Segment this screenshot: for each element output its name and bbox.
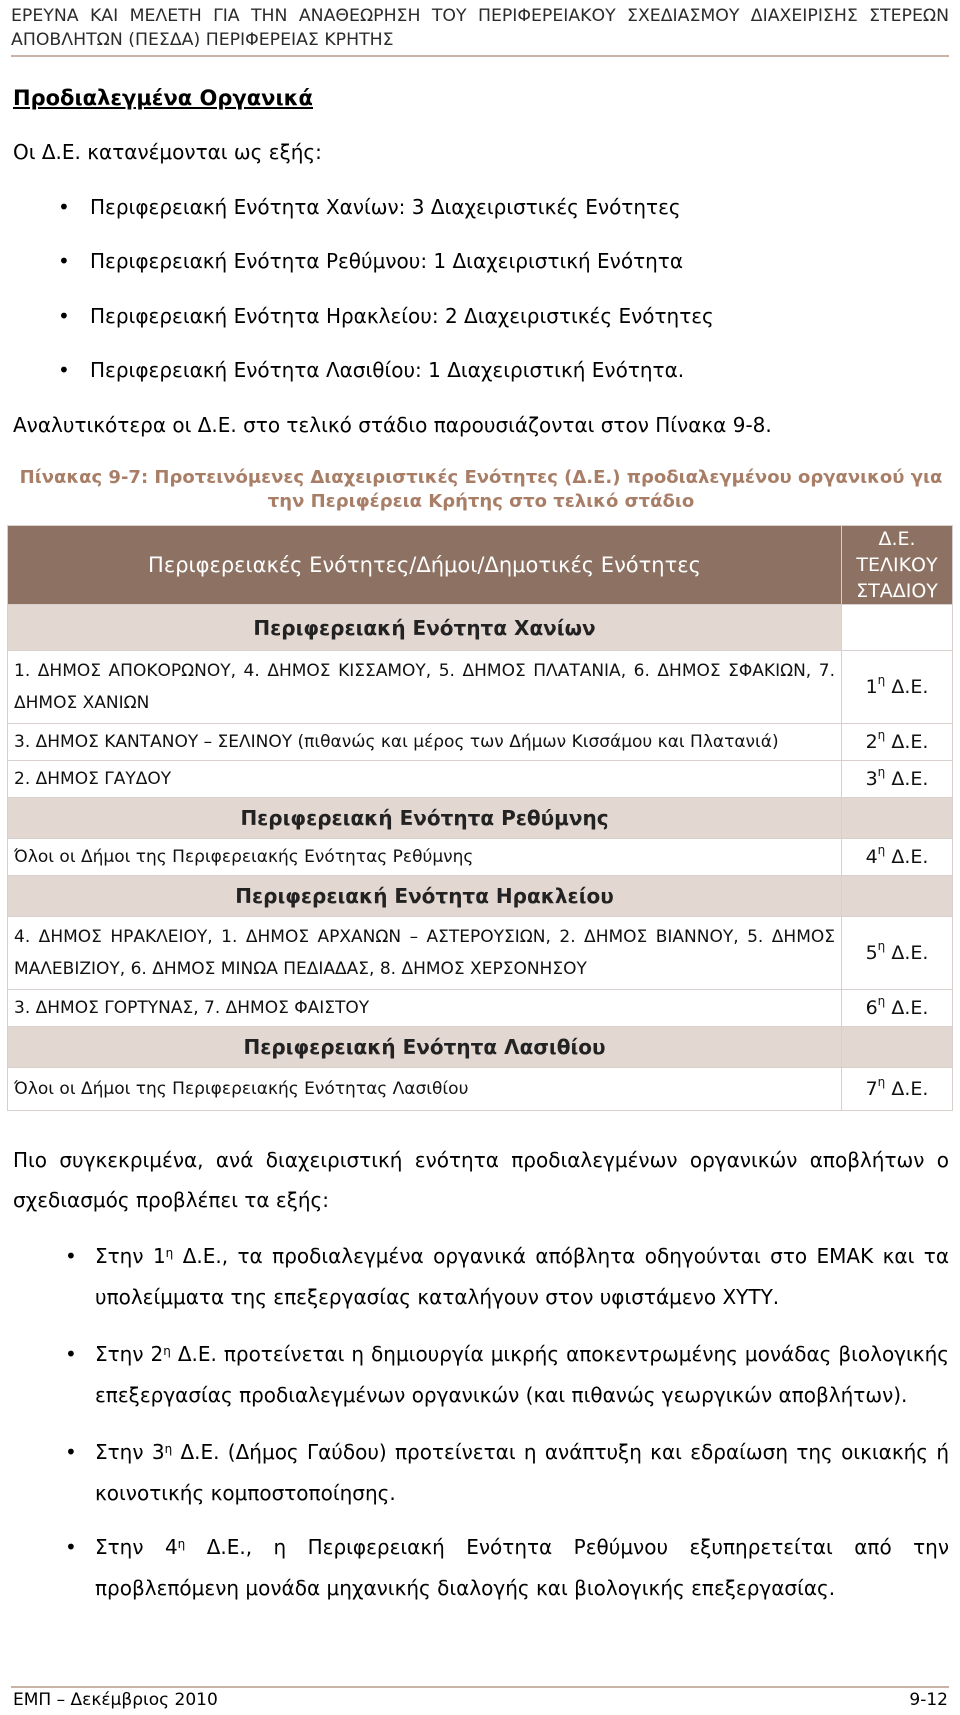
header-line-1: ΕΡΕΥΝΑ ΚΑΙ ΜΕΛΕΤΗ ΓΙΑ ΤΗΝ ΑΝΑΘΕΩΡΗΣΗ ΤΟΥ ΠΕΡΙΦΕΡΕΙΑΚΟΥ ΣΧΕΔΙΑΣΜΟΥ ΔΙΑΧΕΙΡΙΣΗΣ ΣΤΕΡΕΩΝ — [11, 6, 949, 26]
bullet-icon: • — [65, 1440, 77, 1464]
table-header-row — [8, 526, 953, 605]
row-de: $2^\eta$ Δ.Ε. — [842, 724, 953, 761]
row-de: $6^\eta$ Δ.Ε. — [842, 990, 953, 1027]
section-title: Προδιαλεγμένα Οργανικά — [13, 86, 313, 110]
management-units-table — [7, 525, 953, 1111]
plan-item: • Στην $2^\eta$ Δ.Ε. προτείνεται η δημιουργία μικρής αποκεντρωμένης μονάδας βιολογικής επεξεργασίας προδιαλεγμένων οργανικών (και πιθανώς γεωργικών αποβλήτων). — [95, 1334, 949, 1416]
row-text: 4. ΔΗΜΟΣ ΗΡΑΚΛΕΙΟΥ, 1. ΔΗΜΟΣ ΑΡΧΑΝΩΝ – ΑΣΤΕΡΟΥΣΙΩΝ, 2. ΔΗΜΟΣ ΒΙΑΝΝΟΥ, 5. ΔΗΜΟΣ ΜΑΛΕΒΙΖΙΟΥ, 6. ΔΗΜΟΣ ΜΙΝΩΑ ΠΕΔΙΑΔΑΣ, 8. ΔΗΜΟΣ ΧΕΡΣΟΝΗΣΟΥ — [8, 917, 842, 990]
row-de: $4^\eta$ Δ.Ε. — [842, 839, 953, 876]
bullet-icon: • — [58, 195, 70, 219]
table-caption: Πίνακας 9-7: Προτεινόμενες Διαχειριστικές Ενότητες (Δ.Ε.) προδιαλεγμένου οργανικού για την Περιφέρεια Κρήτης στο τελικό στάδιο — [19, 467, 943, 512]
bullet-icon: • — [58, 304, 70, 328]
row-text: 3. ΔΗΜΟΣ ΓΟΡΤΥΝΑΣ, 7. ΔΗΜΟΣ ΦΑΙΣΤΟΥ — [8, 990, 842, 1027]
header-main: Περιφερειακές Ενότητες/Δήμοι/Δημοτικές Ενότητες — [8, 526, 842, 605]
table-row — [8, 1068, 953, 1111]
table-row — [8, 839, 953, 876]
region-row — [8, 1027, 953, 1068]
plan-intro: Πιο συγκεκριμένα, ανά διαχειριστική ενότητα προδιαλεγμένων οργανικών αποβλήτων ο σχεδιασμός προβλέπει τα εξής: — [13, 1148, 949, 1212]
row-de: $7^\eta$ Δ.Ε. — [842, 1068, 953, 1111]
table-row — [8, 651, 953, 724]
region-row — [8, 798, 953, 839]
row-text: 3. ΔΗΜΟΣ ΚΑΝΤΑΝΟΥ – ΣΕΛΙΝΟΥ (πιθανώς και μέρος των Δήμων Κισσάμου και Πλατανιά) — [8, 724, 842, 761]
list-item: • Περιφερειακή Ενότητα Ηρακλείου: 2 Διαχειριστικές Ενότητες — [58, 304, 714, 328]
row-text: 2. ΔΗΜΟΣ ΓΑΥΔΟΥ — [8, 761, 842, 798]
row-text: Όλοι οι Δήμοι της Περιφερειακής Ενότητας Ρεθύμνης — [8, 839, 842, 876]
region-lasithi: Περιφερειακή Ενότητα Λασιθίου — [8, 1027, 842, 1068]
running-header — [11, 4, 949, 52]
table-row — [8, 917, 953, 990]
footer-divider — [11, 1686, 949, 1688]
analysis-text: Αναλυτικότερα οι Δ.Ε. στο τελικό στάδιο παρουσιάζονται στον Πίνακα 9-8. — [13, 413, 772, 437]
bullet-icon: • — [65, 1535, 77, 1559]
page-number: 9-12 — [909, 1690, 948, 1710]
plan-item: • Στην $4^\eta$ Δ.Ε., η Περιφερειακή Ενότητα Ρεθύμνου εξυπηρετείται από την προβλεπόμενη μονάδα μηχανικής διαλογής και βιολογικής επεξεργασίας. — [95, 1527, 949, 1609]
footer-left: ΕΜΠ – Δεκέμβριος 2010 — [13, 1690, 218, 1710]
region-heraklion: Περιφερειακή Ενότητα Ηρακλείου — [8, 876, 842, 917]
header-line-2: ΑΠΟΒΛΗΤΩΝ (ΠΕΣΔΑ) ΠΕΡΙΦΕΡΕΙΑΣ ΚΡΗΤΗΣ — [11, 30, 394, 50]
list-item: • Περιφερειακή Ενότητα Χανίων: 3 Διαχειριστικές Ενότητες — [58, 195, 681, 219]
bullet-icon: • — [58, 249, 70, 273]
table-row — [8, 990, 953, 1027]
region-row — [8, 605, 953, 651]
region-chania: Περιφερειακή Ενότητα Χανίων — [8, 605, 842, 651]
header-divider — [11, 55, 949, 57]
header-de: Δ.Ε. ΤΕΛΙΚΟΥ ΣΤΑΔΙΟΥ — [842, 526, 953, 605]
bullet-icon: • — [65, 1342, 77, 1366]
table-row — [8, 724, 953, 761]
list-item: • Περιφερειακή Ενότητα Λασιθίου: 1 Διαχειριστική Ενότητα. — [58, 358, 685, 382]
bullet-icon: • — [58, 358, 70, 382]
list-item: • Περιφερειακή Ενότητα Ρεθύμνου: 1 Διαχειριστική Ενότητα — [58, 249, 684, 273]
bullet-icon: • — [65, 1244, 77, 1268]
plan-item: • Στην $3^\eta$ Δ.Ε. (Δήμος Γαύδου) προτείνεται η ανάπτυξη και εδραίωση της οικιακής ή κοινοτικής κομποστοποίησης. — [95, 1432, 949, 1514]
row-text: Όλοι οι Δήμοι της Περιφερειακής Ενότητας Λασιθίου — [8, 1068, 842, 1111]
table-row — [8, 761, 953, 798]
region-row — [8, 876, 953, 917]
row-de: $5^\eta$ Δ.Ε. — [842, 917, 953, 990]
row-de: $3^\eta$ Δ.Ε. — [842, 761, 953, 798]
plan-item: • Στην $1^\eta$ Δ.Ε., τα προδιαλεγμένα οργανικά απόβλητα οδηγούνται στο ΕΜΑΚ και τα υπολείμματα της επεξεργασίας καταλήγουν στον υφιστάμενο ΧΥΤΥ. — [95, 1236, 949, 1318]
row-text: 1. ΔΗΜΟΣ ΑΠΟΚΟΡΩΝΟΥ, 4. ΔΗΜΟΣ ΚΙΣΣΑΜΟΥ, 5. ΔΗΜΟΣ ΠΛΑΤΑΝΙΑ, 6. ΔΗΜΟΣ ΣΦΑΚΙΩΝ, 7. ΔΗΜΟΣ ΧΑΝΙΩΝ — [8, 651, 842, 724]
region-rethymno: Περιφερειακή Ενότητα Ρεθύμνης — [8, 798, 842, 839]
row-de: $1^\eta$ Δ.Ε. — [842, 651, 953, 724]
intro-text: Οι Δ.Ε. κατανέμονται ως εξής: — [13, 140, 322, 164]
